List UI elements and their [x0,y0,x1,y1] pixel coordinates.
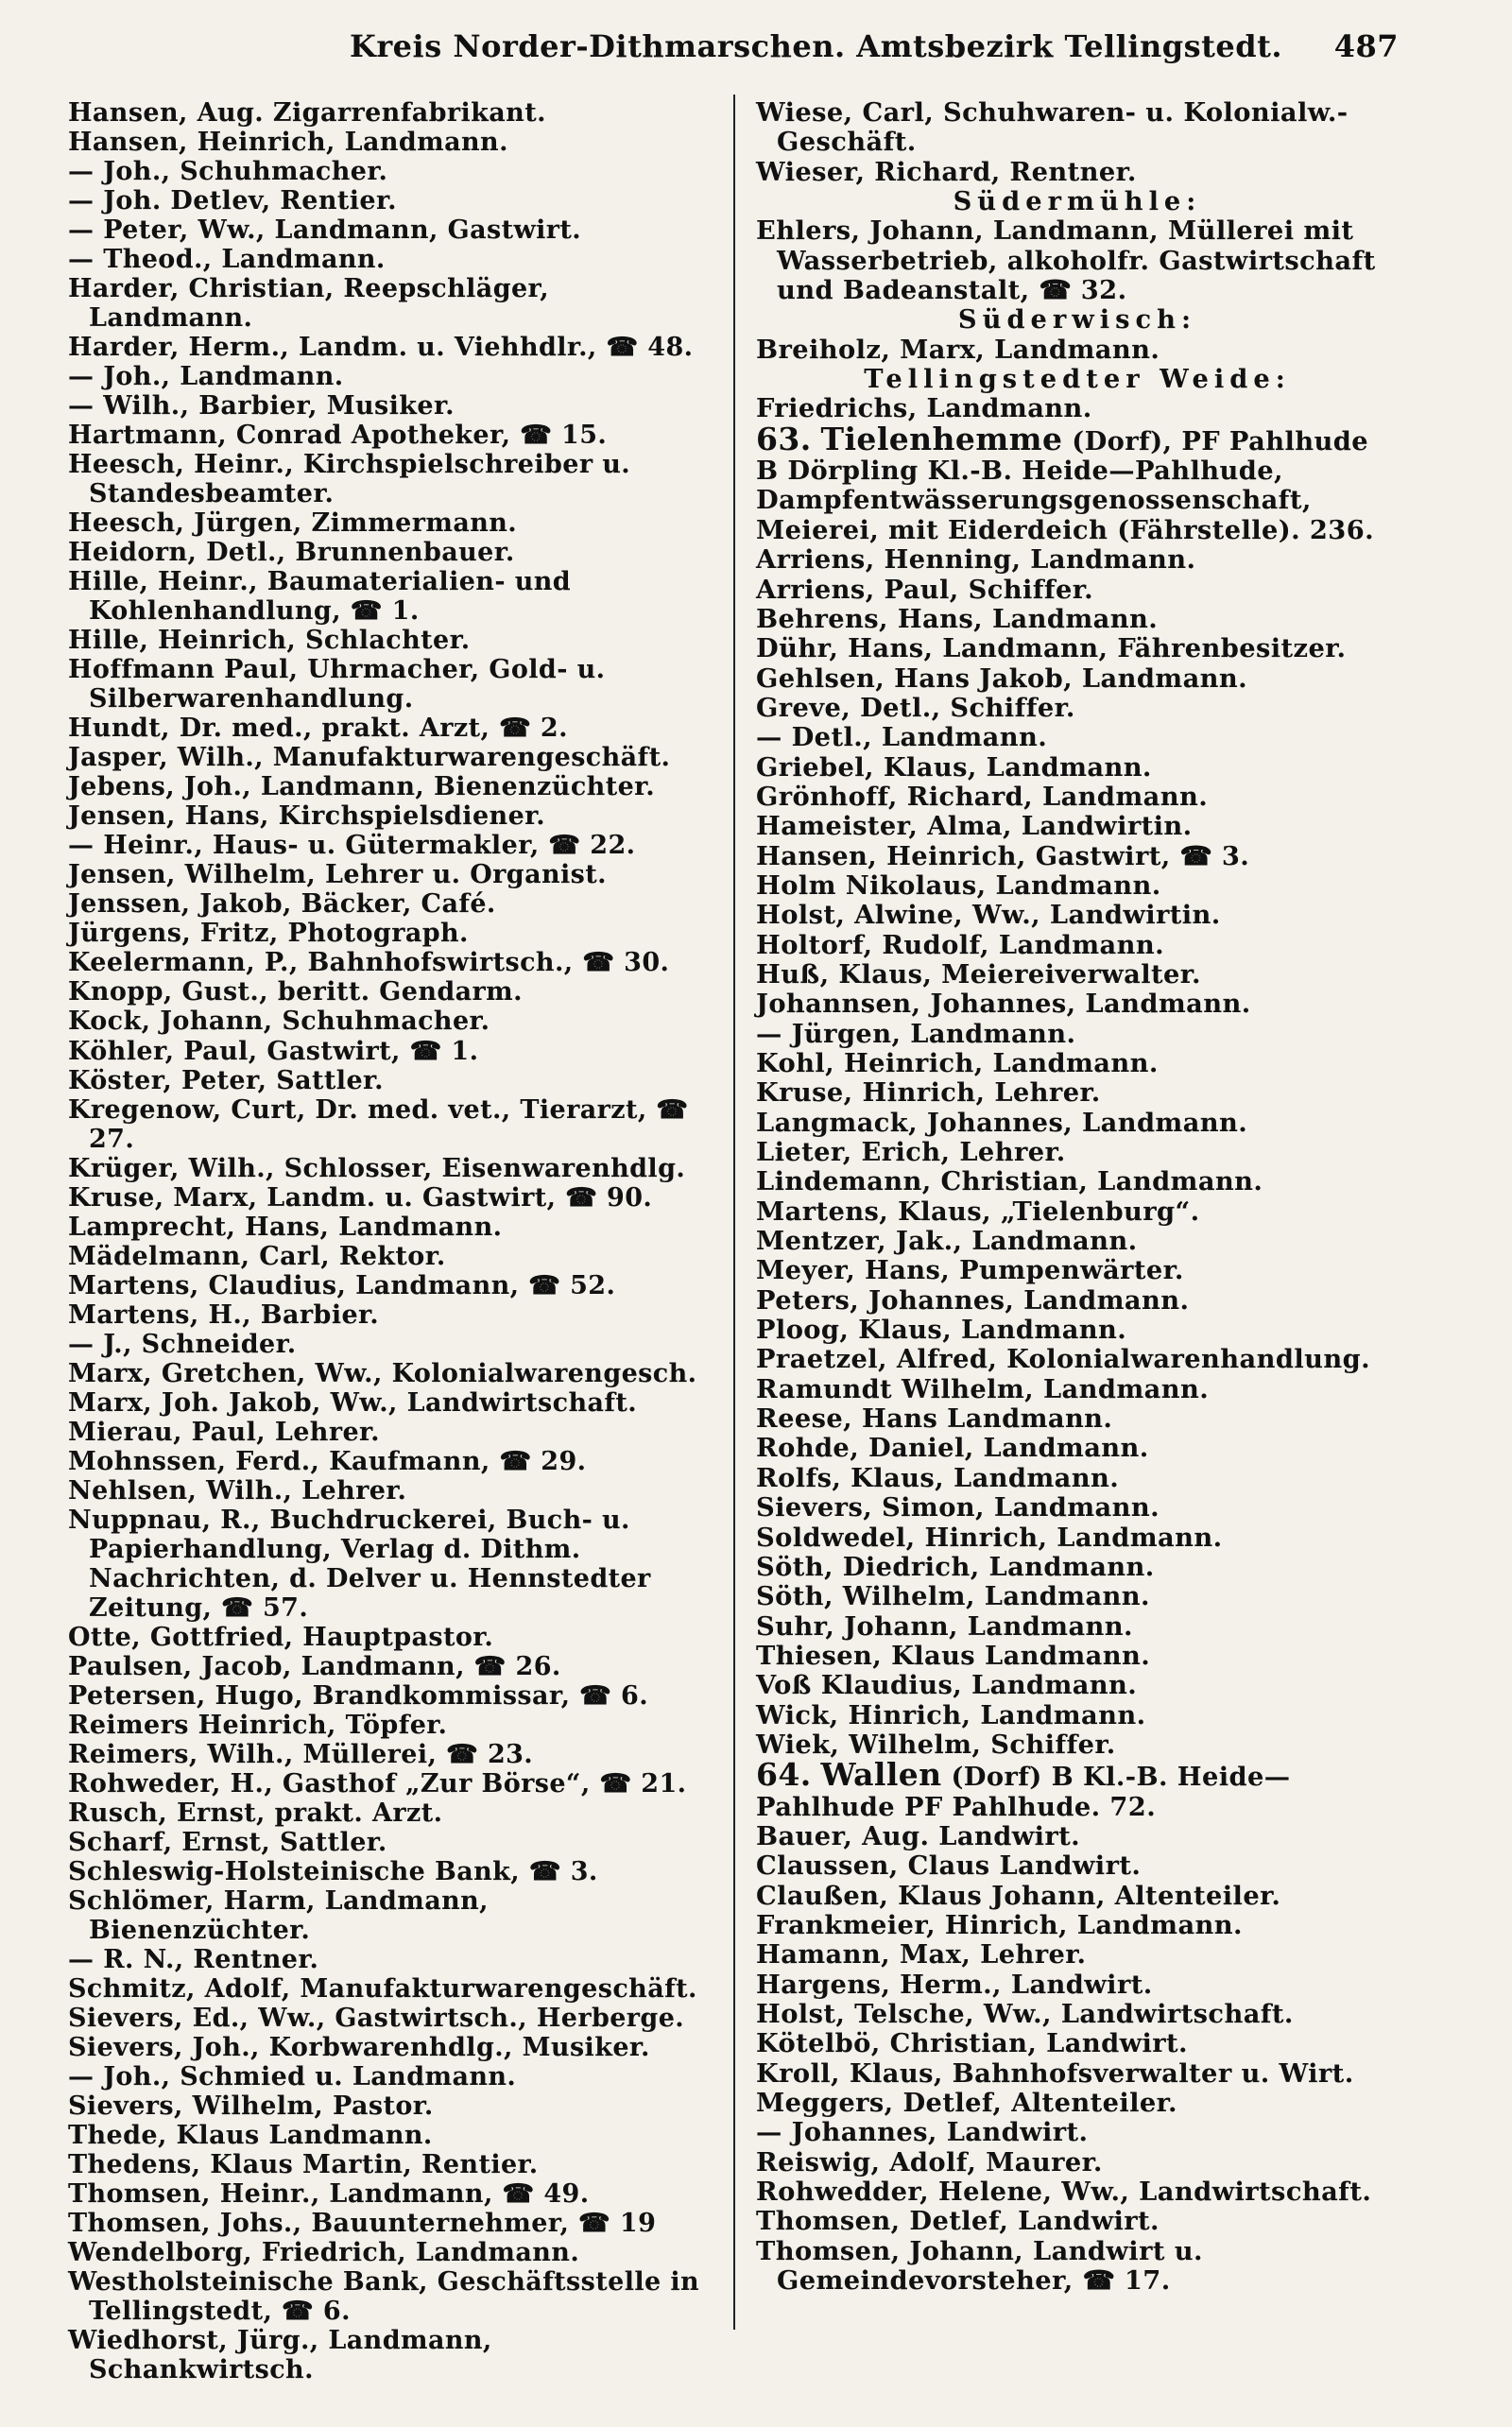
directory-entry: Sievers, Joh., Korbwarenhdlg., Musiker. [68,2033,650,2063]
directory-entry: Heidorn, Detl., Brunnenbauer. [68,538,515,568]
directory-entry: Hartmann, Conrad Apotheker, ☎ 15. [68,421,608,451]
directory-entry: Holtorf, Rudolf, Landmann. [756,929,1165,960]
directory-entry: Johannsen, Johannes, Landmann. [756,989,1251,1020]
directory-entry: Söth, Diedrich, Landmann. [756,1551,1155,1582]
directory-entry: Greve, Detl., Schiffer. [756,692,1075,723]
directory-entry: Wiedhorst, Jürg., Landmann, Schankwirtsch. [68,2326,492,2385]
directory-entry: Westholsteinische Bank, Geschäftsstelle in Tellingstedt, ☎ 6. [68,2267,700,2327]
directory-entry: Sievers, Wilhelm, Pastor. [68,2091,434,2122]
directory-entry: Lindemann, Christian, Landmann. [756,1166,1263,1197]
directory-entry: Scharf, Ernst, Sattler. [68,1827,387,1857]
right-top-entries [756,98,1399,187]
directory-entry: Hundt, Dr. med., prakt. Arzt, ☎ 2. [68,714,568,744]
directory-entry: Friedrichs, Landmann. [756,393,1092,424]
page-header [66,28,1399,72]
directory-entry: Kruse, Hinrich, Lehrer. [756,1077,1101,1109]
directory-entry: Nuppnau, R., Buchdruckerei, Buch- u. Papierhandlung, Verlag d. Dithm. Nachrichten, d. Delver u. Hennstedter Zeitung, ☎ 57. [68,1505,651,1623]
directory-entry: Ploog, Klaus, Landmann. [756,1315,1127,1346]
directory-entry: Mädelmann, Carl, Rektor. [68,1241,446,1271]
directory-entry: Holm Nikolaus, Landmann. [756,869,1161,901]
directory-entry: Suhr, Johann, Landmann. [756,1610,1133,1642]
directory-entry: — Peter, Ww., Landmann, Gastwirt. [68,215,582,246]
place-number: 64. [756,1756,812,1794]
directory-entry: Petersen, Hugo, Brandkommissar, ☎ 6. [68,1680,649,1711]
directory-entry: Thomsen, Johann, Landwirt u. Gemeindevorsteher, ☎ 17. [756,2235,1203,2297]
directory-entry: Meggers, Detlef, Altenteiler. [756,2088,1177,2119]
directory-entry: Claußen, Klaus Johann, Altenteiler. [756,1880,1281,1911]
directory-entry: Reiswig, Adolf, Maurer. [756,2146,1103,2177]
place-description: (Dorf), PF Pahlhude B Dörpling Kl.-B. Heide—Pahlhude, Dampfentwässerungsgenossenschaft, Meierei, mit Eiderdeich (Fährstelle). 236. [756,425,1374,545]
directory-entry: Hansen, Heinrich, Gastwirt, ☎ 3. [756,840,1250,871]
directory-entry: Mentzer, Jak., Landmann. [756,1226,1138,1257]
directory-entry: Martens, Claudius, Landmann, ☎ 52. [68,1270,616,1300]
directory-entry: — Heinr., Haus- u. Gütermakler, ☎ 22. [68,831,636,861]
directory-entry: Kruse, Marx, Landm. u. Gastwirt, ☎ 90. [68,1182,653,1213]
directory-entry: Wendelborg, Friedrich, Landmann. [68,2238,580,2268]
directory-entry: Meyer, Hans, Pumpenwärter. [756,1255,1184,1286]
directory-entry: — Wilh., Barbier, Musiker. [68,391,455,422]
directory-entry: Reimers Heinrich, Töpfer. [68,1710,448,1740]
directory-entry: Claussen, Claus Landwirt. [756,1850,1142,1882]
directory-entry: Arriens, Paul, Schiffer. [756,574,1093,605]
directory-entry: Thomsen, Heinr., Landmann, ☎ 49. [68,2179,590,2210]
directory-entry: Rohde, Daniel, Landmann. [756,1433,1149,1464]
directory-entry: Breiholz, Marx, Landmann. [756,334,1160,365]
directory-entry: Rohwedder, Helene, Ww., Landwirtschaft. [756,2177,1372,2208]
directory-entry: Harder, Herm., Landm. u. Viehhdlr., ☎ 48. [68,333,694,363]
directory-entry: Schlömer, Harm, Landmann, Bienenzüchter. [68,1885,489,1945]
directory-entry: Griebel, Klaus, Landmann. [756,751,1152,783]
section-heading-tellingstedter-weide: Tellingstedter Weide: [864,364,1291,395]
section-heading-sudermuhle: Südermühle: [953,186,1202,217]
directory-entry: Otte, Gottfried, Hauptpastor. [68,1622,494,1652]
directory-entry: Frankmeier, Hinrich, Landmann. [756,1909,1243,1940]
directory-entry: Ramundt Wilhelm, Landmann. [756,1373,1210,1404]
directory-entry: Keelermann, P., Bahnhofswirtsch., ☎ 30. [68,948,670,978]
directory-entry: Hameister, Alma, Landwirtin. [756,811,1193,842]
suderwisch-entries [756,336,1399,365]
directory-entry: Kock, Johann, Schuhmacher. [68,1007,490,1037]
directory-entry: Kötelbö, Christian, Landwirt. [756,2028,1188,2059]
directory-entry: Hansen, Heinrich, Landmann. [68,128,508,158]
directory-entry: Hoffmann Paul, Uhrmacher, Gold- u. Silberwarenhandlung. [68,655,606,714]
directory-entry: Hille, Heinr., Baumaterialien- und Kohlenhandlung, ☎ 1. [68,567,572,627]
directory-entry: Krüger, Wilh., Schlosser, Eisenwarenhdlg. [68,1153,686,1183]
directory-entry: Harder, Christian, Reepschläger, Landmann. [68,274,550,334]
directory-entry: Rolfs, Klaus, Landmann. [756,1462,1120,1493]
tielenhemme-entries [756,545,1399,1760]
directory-entry: Langmack, Johannes, Landmann. [756,1107,1248,1138]
directory-entry: Holst, Telsche, Ww., Landwirtschaft. [756,1999,1294,2029]
directory-entry: Jasper, Wilh., Manufakturwarengeschäft. [68,743,671,773]
directory-entry: Grönhoff, Richard, Landmann. [756,781,1209,812]
directory-entry: Lieter, Erich, Lehrer. [756,1137,1066,1168]
running-title: Kreis Norder-Dithmarschen. Amtsbezirk Tellingstedt. [350,28,1283,64]
directory-entry: — Joh., Landmann. [68,362,344,392]
directory-entry: Jensen, Wilhelm, Lehrer u. Organist. [68,860,607,890]
directory-entry: Sievers, Simon, Landmann. [756,1492,1160,1523]
directory-entry: Hille, Heinrich, Schlachter. [68,626,471,656]
directory-entry: — Jürgen, Landmann. [756,1018,1076,1049]
directory-entry: Wiese, Carl, Schuhwaren- u. Kolonialw.-Geschäft. [756,97,1349,158]
directory-entry: Knopp, Gust., beritt. Gendarm. [68,977,523,1007]
directory-entry: Marx, Joh. Jakob, Ww., Landwirtschaft. [68,1387,638,1418]
directory-entry: Hansen, Aug. Zigarrenfabrikant. [68,98,546,128]
directory-entry: — Johannes, Landwirt. [756,2117,1089,2148]
directory-entry: Martens, Klaus, „Tielenburg“. [756,1196,1200,1227]
directory-entry: Mierau, Paul, Lehrer. [68,1417,380,1447]
directory-entry: Bauer, Aug. Landwirt. [756,1820,1081,1851]
directory-entry: Ehlers, Johann, Landmann, Müllerei mit Wasserbetrieb, alkoholfr. Gastwirtschaft und Badeanstalt, ☎ 32. [756,215,1376,306]
directory-entry: Kregenow, Curt, Dr. med. vet., Tierarzt, ☎ 27. [68,1094,689,1154]
directory-entry: Jebens, Joh., Landmann, Bienenzüchter. [68,772,656,802]
directory-entry: Jenssen, Jakob, Bäcker, Café. [68,889,496,920]
directory-entry: Lamprecht, Hans, Landmann. [68,1212,503,1242]
directory-entry: Praetzel, Alfred, Kolonialwarenhandlung. [756,1344,1371,1375]
directory-entry: Nehlsen, Wilh., Lehrer. [68,1475,407,1506]
column-divider [733,95,735,2330]
sudermuhle-entries [756,216,1399,305]
directory-entry: Jensen, Hans, Kirchspielsdiener. [68,801,546,832]
directory-entry: Martens, H., Barbier. [68,1300,379,1330]
directory-entry: Wiek, Wilhelm, Schiffer. [756,1729,1116,1760]
directory-entry: Köhler, Paul, Gastwirt, ☎ 1. [68,1036,479,1066]
directory-entry: Wieser, Richard, Rentner. [756,156,1137,187]
section-heading-suderwisch: Süderwisch: [957,304,1197,336]
directory-entry: Hargens, Herm., Landwirt. [756,1969,1153,2000]
directory-entry: Paulsen, Jacob, Landmann, ☎ 26. [68,1651,561,1681]
directory-entry: Schleswig-Holsteinische Bank, ☎ 3. [68,1856,598,1886]
directory-entry: — Joh. Detlev, Rentier. [68,186,397,216]
directory-entry: Voß Klaudius, Landmann. [756,1670,1138,1701]
place-name: Wallen [820,1756,942,1794]
directory-entry: Peters, Johannes, Landmann. [756,1284,1190,1316]
directory-entry: Rohweder, H., Gasthof „Zur Börse“, ☎ 21. [68,1768,687,1799]
place-heading-wallen [756,1756,1399,1822]
directory-entry: Köster, Peter, Sattler. [68,1065,384,1095]
directory-entry: Kohl, Heinrich, Landmann. [756,1048,1159,1078]
directory-entry: Kroll, Klaus, Bahnhofsverwalter u. Wirt. [756,2057,1354,2089]
page-number: 487 [1333,28,1399,64]
directory-entry: Dühr, Hans, Landmann, Fährenbesitzer. [756,633,1347,664]
directory-entry: — Theod., Landmann. [68,245,386,275]
directory-entry: Jürgens, Fritz, Photograph. [68,919,469,949]
directory-entry: — Joh., Schmied u. Landmann. [68,2062,517,2092]
place-number: 63. [756,420,812,457]
directory-entry: Reese, Hans Landmann. [756,1403,1113,1435]
directory-entry: Thomsen, Detlef, Landwirt. [756,2206,1160,2237]
directory-entry: Reimers, Wilh., Müllerei, ☎ 23. [68,1739,534,1769]
directory-entry: Schmitz, Adolf, Manufakturwarengeschäft. [68,1974,697,2004]
place-heading-tielenhemme [756,420,1399,545]
directory-entry: Thiesen, Klaus Landmann. [756,1640,1151,1671]
directory-entry: Holst, Alwine, Ww., Landwirtin. [756,900,1221,931]
directory-entry: — R. N., Rentner. [68,1944,319,1974]
directory-entry: Arriens, Henning, Landmann. [756,544,1196,576]
left-column [68,98,711,2384]
directory-entry: Thomsen, Johs., Bauunternehmer, ☎ 19 [68,2209,657,2239]
place-name: Tielenhemme [820,420,1063,457]
directory-entry: — Joh., Schuhmacher. [68,157,388,187]
directory-entry: Heesch, Jürgen, Zimmermann. [68,508,518,539]
directory-entry: Söth, Wilhelm, Landmann. [756,1581,1150,1612]
directory-entry: — Detl., Landmann. [756,722,1048,753]
directory-entry: Heesch, Heinr., Kirchspielschreiber u. Standesbeamter. [68,450,631,509]
place-description: (Dorf) B Kl.-B. Heide—Pahlhude PF Pahlhude. 72. [756,1762,1291,1822]
directory-entry: Thedens, Klaus Martin, Rentier. [68,2150,539,2180]
wallen-entries [756,1822,1399,2297]
directory-entry: Marx, Gretchen, Ww., Kolonialwarengesch. [68,1358,697,1388]
directory-entry: Mohnssen, Ferd., Kaufmann, ☎ 29. [68,1446,587,1476]
directory-entry: Gehlsen, Hans Jakob, Landmann. [756,663,1248,694]
directory-entry: Hamann, Max, Lehrer. [756,1939,1087,1971]
directory-entry: Soldwedel, Hinrich, Landmann. [756,1522,1223,1553]
right-column [756,98,1399,2296]
directory-entry: Behrens, Hans, Landmann. [756,603,1159,634]
directory-entry: Sievers, Ed., Ww., Gastwirtsch., Herberge. [68,2004,685,2034]
directory-entry: Thede, Klaus Landmann. [68,2121,433,2151]
directory-entry: Wick, Hinrich, Landmann. [756,1699,1146,1730]
directory-entry: Huß, Klaus, Meiereiverwalter. [756,958,1201,990]
directory-entry: — J., Schneider. [68,1329,297,1359]
directory-entry: Rusch, Ernst, prakt. Arzt. [68,1798,443,1828]
